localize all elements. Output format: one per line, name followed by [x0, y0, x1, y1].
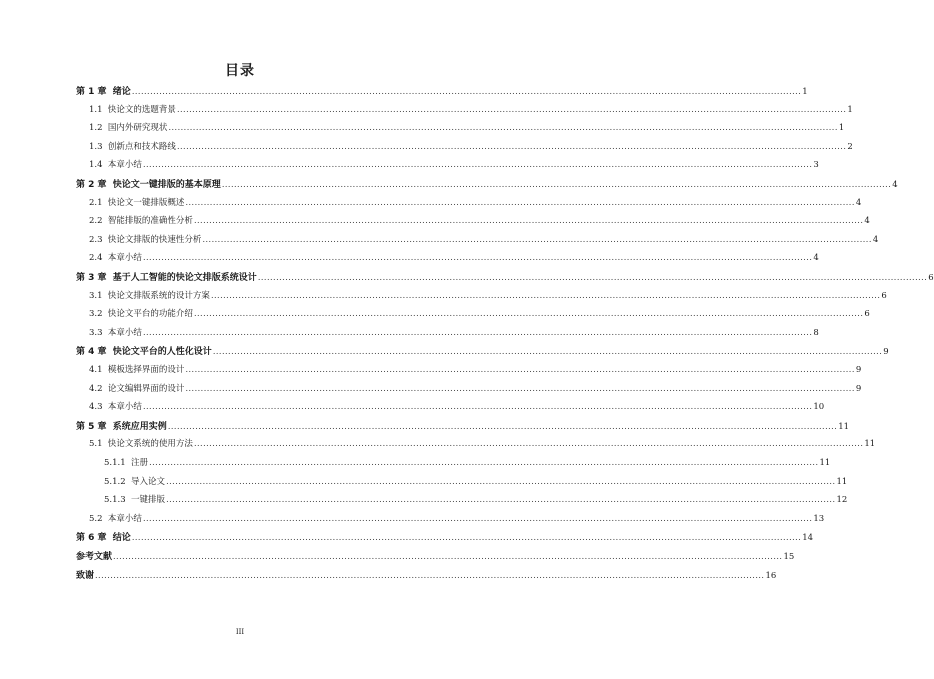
toc-section-entry[interactable]: [89, 289, 887, 305]
toc-entry-label: 本章小结: [107, 402, 142, 413]
toc-entry-number: 1.3: [89, 141, 108, 152]
toc-entry-number: 4.3: [89, 402, 108, 413]
toc-chapter-entry[interactable]: [76, 530, 814, 546]
toc-entry-label: 本章小结: [107, 513, 142, 524]
toc-entry-page-number: 10: [813, 402, 825, 413]
toc-entry-page-number: 9: [855, 365, 862, 375]
toc-section-entry[interactable]: [89, 512, 825, 528]
toc-chapter-entry[interactable]: [76, 549, 795, 565]
toc-entry-number: 第 1 章: [76, 87, 113, 97]
toc-entry-page-number: 4: [855, 197, 862, 208]
toc-entry-page-number: 4: [864, 216, 870, 227]
toc-dot-leader: ............................................................................................................................................................................................................................: [142, 513, 813, 523]
toc-section-entry[interactable]: [89, 121, 845, 137]
toc-section-entry[interactable]: [89, 363, 862, 379]
toc-entry-number: 5.1: [89, 439, 108, 450]
toc-entry-label: 基于人工智能的快论文排版系统设计: [112, 273, 257, 283]
toc-entry-page-number: 11: [864, 439, 876, 450]
toc-entry-number: 第 6 章: [76, 533, 113, 544]
toc-dot-leader: ............................................................................................................................................................................................................................: [142, 160, 813, 170]
toc-entry-label: 快论文的选题背景: [107, 104, 176, 115]
toc-entry-number: 1.1: [89, 104, 108, 115]
toc-entry-number: 5.1.3: [104, 495, 132, 506]
toc-entry-page-number: 6: [881, 290, 887, 301]
toc-chapter-entry[interactable]: [76, 344, 889, 360]
toc-entry-label: 国内外研究现状: [107, 123, 168, 134]
toc-section-entry[interactable]: [89, 196, 862, 212]
toc-dot-leader: ............................................................................................................................................................................................................................: [193, 309, 864, 319]
toc-entry-number: 3.2: [89, 309, 108, 320]
toc-entry-page-number: 12: [836, 495, 848, 506]
toc-entry-page-number: 11: [819, 458, 831, 468]
toc-chapter-entry[interactable]: [76, 568, 777, 584]
toc-dot-leader: ............................................................................................................................................................................................................................: [212, 347, 883, 357]
toc-entry-label: 导入论文: [131, 476, 166, 487]
toc-entry-number: 1.4: [89, 160, 108, 171]
toc-chapter-entry[interactable]: [76, 419, 850, 435]
toc-dot-leader: ............................................................................................................................................................................................................................: [142, 253, 813, 263]
toc-entry-page-number: 1: [802, 87, 808, 97]
toc-dot-leader: ............................................................................................................................................................................................................................: [166, 476, 836, 486]
toc-entry-number: 第 2 章: [76, 180, 113, 190]
toc-entry-label: 绪论: [112, 87, 131, 97]
toc-entry-label: 快论文平台的人性化设计: [112, 347, 212, 358]
toc-section-entry[interactable]: [89, 214, 870, 230]
toc-entry-number: 4.2: [89, 383, 108, 394]
toc-section-entry[interactable]: [89, 158, 819, 174]
toc-chapter-entry[interactable]: [76, 270, 934, 286]
toc-entry-number: 第 4 章: [76, 347, 113, 358]
toc-subsection-entry[interactable]: [104, 493, 848, 509]
toc-dot-leader: ............................................................................................................................................................................................................................: [167, 421, 838, 431]
toc-entry-number: 2.4: [89, 253, 108, 264]
toc-entry-label: 快论文平台的功能介绍: [107, 309, 193, 320]
toc-entry-label: 参考文献: [76, 552, 113, 562]
toc-entry-number: 3.1: [89, 290, 108, 301]
toc-entry-page-number: 13: [813, 513, 825, 524]
toc-subsection-entry[interactable]: [104, 475, 848, 491]
toc-entry-page-number: 9: [855, 383, 862, 394]
toc-entry-number: 5.2: [89, 513, 108, 524]
toc-chapter-entry[interactable]: [76, 84, 808, 100]
toc-dot-leader: ............................................................................................................................................................................................................................: [185, 197, 855, 207]
toc-entry-label: 快论文一键排版概述: [107, 197, 185, 208]
toc-entry-number: 2.3: [89, 234, 108, 245]
toc-dot-leader: ............................................................................................................................................................................................................................: [185, 365, 855, 374]
page-number-footer: III: [235, 628, 245, 636]
toc-entry-label: 一键排版: [131, 495, 166, 506]
toc-entry-page-number: 11: [838, 421, 850, 432]
toc-entry-label: 智能排版的准确性分析: [107, 216, 193, 227]
toc-entry-label: 快论文一键排版的基本原理: [112, 180, 221, 190]
toc-entry-number: 4.1: [89, 365, 108, 375]
toc-entry-page-number: 9: [883, 347, 889, 358]
toc-section-entry[interactable]: [89, 326, 819, 342]
toc-entry-page-number: 4: [813, 253, 819, 264]
toc-entry-page-number: 16: [765, 570, 777, 581]
toc-entry-number: 2.2: [89, 216, 108, 227]
toc-dot-leader: ............................................................................................................................................................................................................................: [221, 180, 892, 189]
toc-entry-label: 创新点和技术路线: [107, 141, 176, 152]
toc-entry-page-number: 3: [813, 160, 819, 171]
page-title: 目录: [225, 63, 255, 79]
toc-dot-leader: ............................................................................................................................................................................................................................: [142, 402, 813, 412]
toc-dot-leader: ............................................................................................................................................................................................................................: [142, 327, 813, 337]
toc-entry-label: 快论文排版的快速性分析: [107, 234, 202, 245]
toc-chapter-entry[interactable]: [76, 177, 898, 193]
toc-entry-page-number: 1: [838, 123, 845, 134]
toc-entry-number: 5.1.1: [104, 458, 132, 468]
toc-dot-leader: ............................................................................................................................................................................................................................: [131, 87, 802, 96]
toc-entry-label: 快论文排版系统的设计方案: [107, 290, 210, 301]
toc-dot-leader: ............................................................................................................................................................................................................................: [193, 439, 864, 449]
toc-entry-label: 结论: [112, 533, 131, 544]
toc-section-entry[interactable]: [89, 233, 879, 249]
toc-dot-leader: ............................................................................................................................................................................................................................: [202, 234, 872, 244]
toc-dot-leader: ............................................................................................................................................................................................................................: [113, 552, 783, 561]
toc-entry-page-number: 6: [864, 309, 870, 320]
toc-subsection-entry[interactable]: [104, 456, 831, 472]
toc-dot-leader: ............................................................................................................................................................................................................................: [95, 570, 765, 580]
toc-dot-leader: ............................................................................................................................................................................................................................: [176, 104, 847, 114]
toc-entry-label: 本章小结: [107, 253, 142, 264]
toc-entry-label: 本章小结: [107, 160, 142, 171]
toc-entry-page-number: 2: [847, 141, 853, 152]
toc-entry-label: 致谢: [76, 570, 95, 581]
toc-dot-leader: ............................................................................................................................................................................................................................: [166, 495, 836, 505]
toc-entry-label: 系统应用实例: [112, 421, 167, 432]
toc-entry-number: 1.2: [89, 123, 108, 134]
toc-entry-label: 论文编辑界面的设计: [107, 383, 185, 394]
toc-entry-label: 本章小结: [107, 327, 142, 338]
toc-entry-number: 3.3: [89, 327, 108, 338]
toc-entry-page-number: 14: [802, 533, 814, 544]
toc-entry-page-number: 11: [836, 476, 848, 487]
toc-dot-leader: ............................................................................................................................................................................................................................: [131, 533, 802, 543]
toc-entry-page-number: 8: [813, 327, 819, 338]
toc-dot-leader: ............................................................................................................................................................................................................................: [193, 216, 864, 226]
toc-entry-page-number: 15: [783, 552, 795, 562]
toc-dot-leader: ............................................................................................................................................................................................................................: [176, 141, 847, 151]
toc-entry-page-number: 1: [847, 104, 853, 115]
toc-section-entry[interactable]: [89, 400, 825, 416]
toc-entry-label: 模板选择界面的设计: [107, 365, 185, 375]
toc-section-entry[interactable]: [89, 251, 819, 267]
toc-section-entry[interactable]: [89, 103, 853, 119]
toc-section-entry[interactable]: [89, 307, 870, 323]
toc-entry-number: 第 5 章: [76, 421, 113, 432]
toc-entry-page-number: 6: [928, 273, 934, 283]
toc-entry-label: 快论文系统的使用方法: [107, 439, 193, 450]
toc-dot-leader: ............................................................................................................................................................................................................................: [185, 383, 855, 393]
toc-section-entry[interactable]: [89, 140, 853, 156]
toc-entry-number: 2.1: [89, 197, 108, 208]
toc-entry-label: 注册: [131, 458, 149, 468]
toc-dot-leader: ............................................................................................................................................................................................................................: [149, 458, 819, 467]
toc-dot-leader: ............................................................................................................................................................................................................................: [257, 273, 928, 282]
toc-dot-leader: ............................................................................................................................................................................................................................: [210, 290, 881, 300]
toc-entry-number: 第 3 章: [76, 273, 113, 283]
toc-dot-leader: ............................................................................................................................................................................................................................: [168, 123, 838, 133]
toc-section-entry[interactable]: [89, 382, 862, 398]
toc-entry-page-number: 4: [892, 180, 898, 190]
toc-section-entry[interactable]: [89, 437, 876, 453]
toc-entry-page-number: 4: [872, 234, 879, 245]
toc-entry-number: 5.1.2: [104, 476, 132, 487]
